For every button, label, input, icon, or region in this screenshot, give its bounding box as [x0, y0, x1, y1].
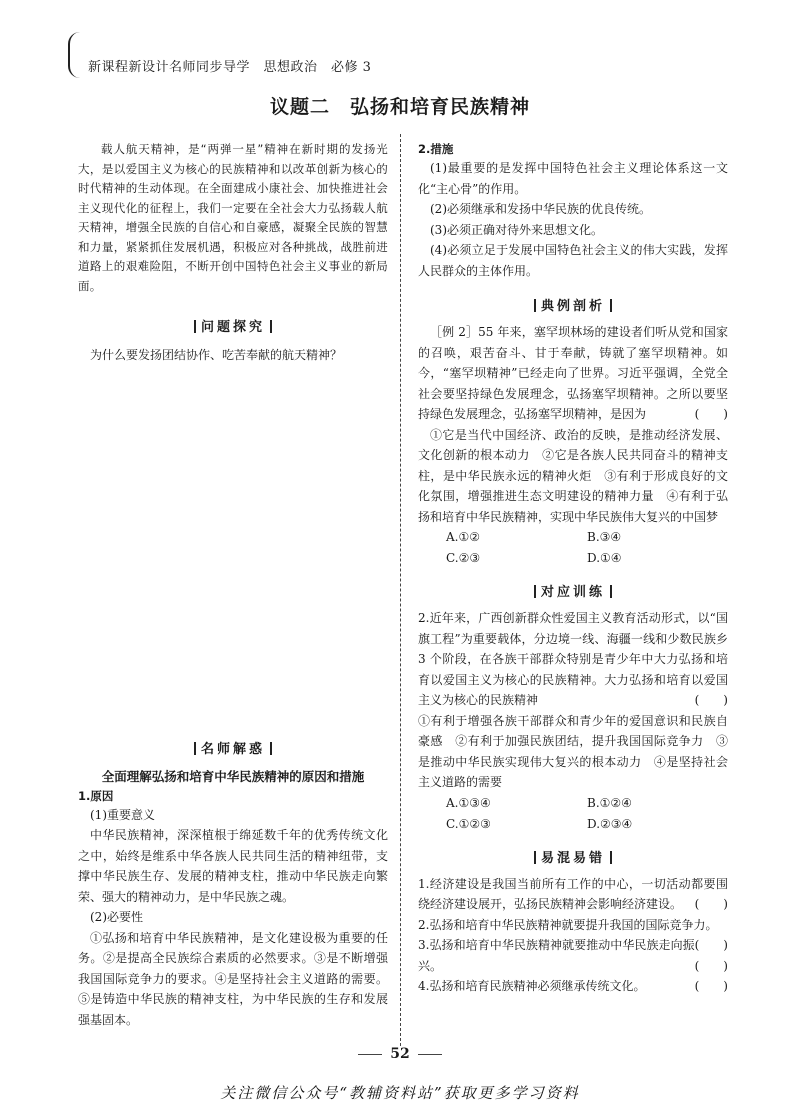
answer-paren: ( ): [694, 407, 728, 421]
heading-bar-left: [534, 585, 536, 598]
example-statements: ①它是当代中国经济、政治的反映，是推动经济发展、文化创新的根本动力 ②它是各族人民共同奋斗的精神支柱，是中华民族永远的精神火炬 ③有利于形成良好的文化氛围，增强推进生态文明建设的精神力量 ④有利于弘扬和培育中华民族精神，实现中华民族伟大复兴的中国梦: [418, 427, 728, 524]
heading-bar-right: [270, 320, 272, 333]
cause-sub1-text: 中华民族精神，深深植根于绵延数千年的优秀传统文化之中，始终是维系中华各族人民共同生活的精神纽带，支撑中华民族生存、发展的精神支柱，推动中华民族走向繁荣、强大的精神动力，是中华民族之魂。: [78, 828, 388, 904]
train-options: [418, 793, 728, 835]
intro-paragraph: 载人航天精神，是“两弹一星”精神在新时期的发扬光大，是以爱国主义为核心的民族精神和以改革创新为核心的时代精神的生动体现。在全面建成小康社会、加快推进社会主义现代化的征程上，我们一定要在全社会大力弘扬载人航天精神，增强全民族的自信心和自豪感，凝聚全民族的智慧和力量，紧紧抓住发展机遇，积极应对各种挑战，战胜前进道路上的艰难险阻，不断开创中国特色社会主义事业的新局面。: [78, 142, 388, 293]
confuse-item: 4.弘扬和培育民族精神必须继承传统文化。 ( ): [418, 976, 728, 997]
section-heading-confuse: 易混易错: [418, 847, 728, 866]
page-number-dash-left: [358, 1054, 382, 1055]
right-column: [418, 134, 728, 997]
answer-paren: ( ): [694, 693, 728, 707]
measure-item: (2)必须继承和发扬中华民族的优良传统。: [430, 202, 651, 216]
train-statements: ①有利于增强各族干部群众和青少年的爱国意识和民族自豪感 ②有利于加强民族团结，提升我国国际竞争力 ③是推动中华民族实现伟大复兴的根本动力 ④是坚持社会主义道路的需要: [418, 713, 728, 789]
confuse-item: 1.经济建设是我国当前所有工作的中心，一切活动都要围绕经济建设展开，弘扬民族精神会影响经济建设。 ( ): [418, 874, 728, 915]
answer-paren: ( ): [694, 938, 728, 952]
section-heading-explore: 问题探究: [78, 316, 388, 335]
option-d: D.②③④: [587, 816, 633, 831]
confuse-item: 3.弘扬和培育中华民族精神就要推动中华民族走向振兴。 ( ): [418, 935, 728, 976]
topic-title: 全面理解弘扬和培育中华民族精神的原因和措施: [101, 768, 365, 784]
section-heading-teacher: 名师解惑: [78, 738, 388, 757]
train-text: 2.近年来，广西创新群众性爱国主义教育活动形式，以“国旗工程”为重要载体，分边境一线、海疆一线和少数民族乡 3 个阶段，在各族干部群众特别是青少年中大力弘扬和培育以爱国主义为核心的民族精神。大力弘扬和培育以爱国主义为核心的民族精神: [418, 611, 728, 707]
option-b: B.③④: [587, 530, 622, 544]
option-c: C.①②③: [446, 816, 491, 831]
train-question: [418, 608, 728, 711]
page-number-dash-right: [418, 1054, 442, 1055]
heading-bar-right: [610, 299, 612, 312]
section-heading-example: 典例剖析: [418, 295, 728, 314]
answer-paren: ( ): [694, 897, 728, 911]
answer-paren: ( ): [694, 958, 728, 973]
left-column: [78, 134, 388, 1030]
heading-bar-left: [194, 742, 196, 755]
header-bracket-decoration: [68, 32, 80, 78]
option-d: D.①④: [587, 551, 622, 565]
measure-item: (1)最重要的是发挥中国特色社会主义理论体系这一文化“主心骨”的作用。: [418, 161, 728, 196]
measures-title: 2.措施: [418, 142, 454, 156]
option-c: C.②③: [446, 551, 481, 565]
heading-bar-left: [534, 851, 536, 864]
example-options: [418, 527, 728, 569]
footer-notice: 关注微信公众号“教辅资料站”获取更多学习资料: [220, 1084, 580, 1102]
cause-sub1-title: (1)重要意义: [90, 807, 155, 822]
example-text: 55 年来，塞罕坝林场的建设者们听从党和国家的召唤，艰苦奋斗、甘于奉献，铸就了塞罕坝精神。如今，“塞罕坝精神”已经走向了世界。习近平强调，全党全社会要坚持绿色发展理念，弘扬塞罕坝精神。之所以要坚持绿色发展理念，弘扬塞罕坝精神，是因为: [418, 325, 728, 421]
cause-sub2-text: ①弘扬和培育中华民族精神，是文化建设极为重要的任务。②是提高全民族综合素质的必然要求。③是不断增强我国国际竞争力的要求。④是坚持社会主义道路的需要。⑤是铸造中华民族的精神支柱，为中华民族的生存和发展强基固本。: [78, 930, 388, 1027]
cause-sub2-title: (2)必要性: [90, 910, 143, 924]
explore-question: 为什么要发扬团结协作、吃苦奉献的航天精神？: [90, 348, 343, 362]
cause-title: 1.原因: [78, 788, 114, 803]
page-header: [68, 32, 748, 88]
heading-bar-right: [610, 851, 612, 864]
option-a: A.①②: [446, 530, 480, 544]
heading-bar-right: [270, 742, 272, 755]
book-title: 新课程新设计名师同步导学 思想政治 必修 3: [88, 60, 372, 75]
example-question: [418, 322, 728, 425]
page-number: 52: [0, 1046, 800, 1062]
heading-bar-left: [194, 320, 196, 333]
column-divider: [400, 134, 401, 1046]
example-label: ［例 2］: [430, 325, 479, 339]
option-a: A.①③④: [446, 795, 491, 810]
page-title: 议题二 弘扬和培育民族精神: [269, 96, 530, 118]
measure-item: (3)必须正确对待外来思想文化。: [430, 222, 603, 237]
heading-bar-left: [534, 299, 536, 312]
confuse-item: 2.弘扬和培育中华民族精神就要提升我国的国际竞争力。 ( ): [418, 915, 728, 936]
answer-paren: ( ): [694, 979, 728, 993]
heading-bar-right: [610, 585, 612, 598]
option-b: B.①②④: [587, 795, 632, 810]
measure-item: (4)必须立足于发展中国特色社会主义的伟大实践，发挥人民群众的主体作用。: [418, 243, 728, 278]
section-heading-train: 对应训练: [418, 581, 728, 600]
